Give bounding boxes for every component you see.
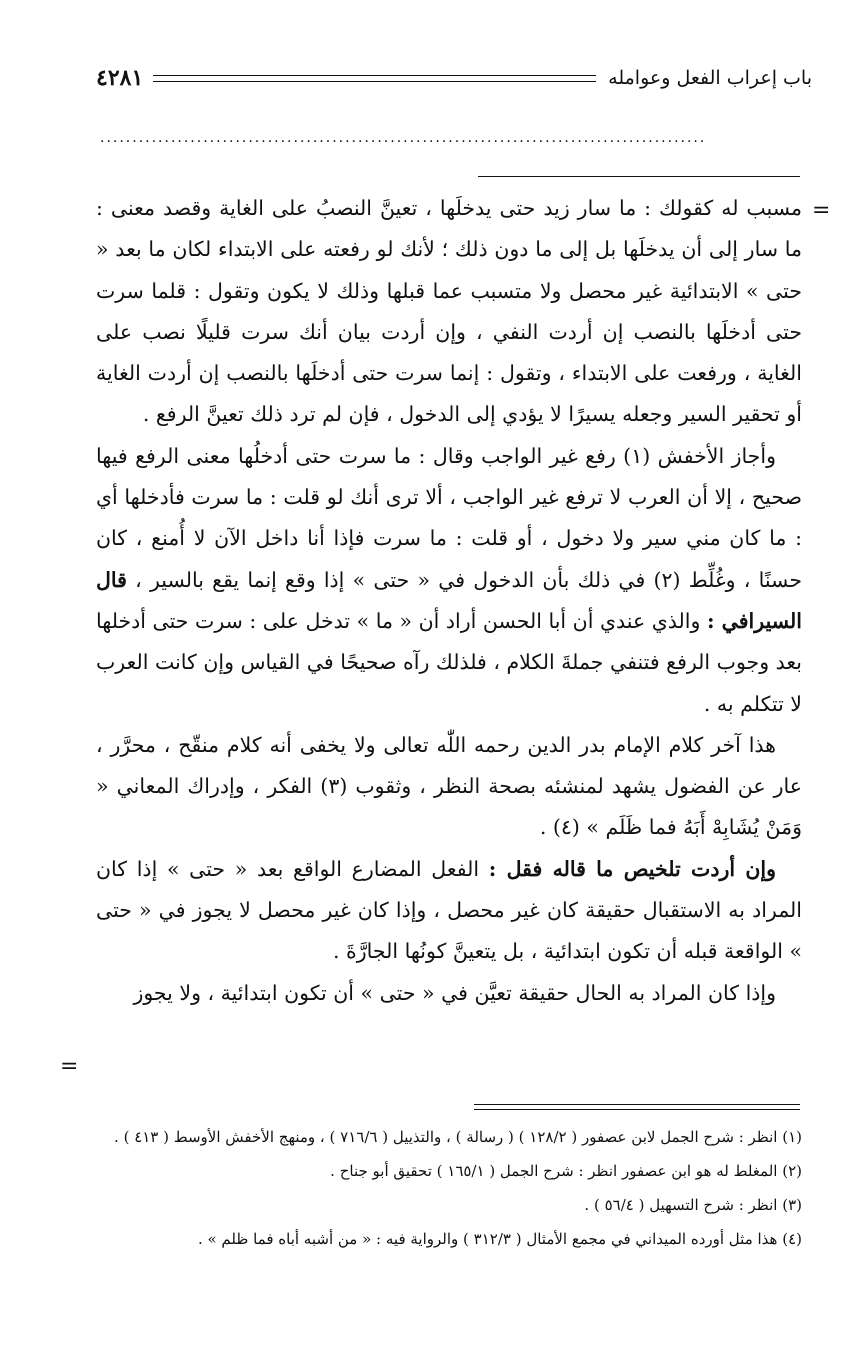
paragraph-4-tail: الفعل المضارع الواقع بعد « حتى » إذا كان المراد به الاستقبال حقيقة كان غير محصل ، وإذا كان غير محصل لا يجوز في « حتى » الواقعة قبله أن تكون ابتدائية ، بل يتعينَّ كونُها الجارَّةَ . [96, 856, 802, 964]
footnote-3: (٣) انظر : شرح التسهيل ( ٥٦/٤ ) . [584, 1196, 802, 1214]
chapter-title: باب إعراب الفعل وعوامله [608, 67, 812, 89]
header-rule [153, 75, 596, 82]
sirafi-quote-label: قال السيرافي : [96, 567, 802, 633]
summary-label: وإن أردت تلخيص ما قاله فقل : [488, 856, 776, 881]
paragraph-5: وإذا كان المراد به الحال حقيقة تعيَّن في « حتى » أن تكون ابتدائية ، ولا يجوز [133, 980, 776, 1005]
paragraph-2-tail: والذي عندي أن أبا الحسن أراد أن « ما » تدخل على : سرت حتى أدخلها بعد وجوب الرفع فتنفي جملةَ الكلام ، فلذلك رآه صحيحًا في القياس وإن كانت العرب لا تتكلم به . [96, 608, 802, 716]
running-header [96, 60, 812, 96]
footnote-divider [474, 1104, 800, 1110]
paragraph-3: هذا آخر كلام الإمام بدر الدين رحمه اللّٰه تعالى ولا يخفى أنه كلام منقّح ، محرَّر ، عار عن الفضول يشهد لمنشئه بصحة النظر ، وثقوب (٣) الفكر ، وإدراك المعاني « وَمَنْ يُشَابِهْ أَبَهُ فما ظَلَم » (٤) . [96, 732, 802, 840]
paragraph-2-main: وأجاز الأخفش (١) رفع غير الواجب وقال : ما سرت حتى أدخلُها معنى الرفع فيها صحيح ، إلا أن العرب لا ترفع غير الواجب ، ألا ترى أنك لو قلت : ما سرت فأدخلها أي : ما كان مني سير ولا دخول ، أو قلت : ما سرت فإذا أنا داخل الآن لا أُمنع ، كان حسنًا ، وغُلِّط (٢) في ذلك بأن الدخول في « حتى » إذا وقع إنما يقع بالسير ، [96, 443, 802, 592]
footnote-2: (٢) المغلط له هو ابن عصفور انظر : شرح الجمل ( ١٦٥/١ ) تحقيق أبو جناح . [330, 1162, 802, 1180]
main-text [96, 188, 802, 1014]
continuation-mark-start: = [812, 198, 831, 223]
separator-dots: .............................................................................................. [100, 130, 707, 146]
footnotes [96, 1120, 802, 1256]
footnote-1: (١) انظر : شرح الجمل لابن عصفور ( ١٢٨/٢ ) ( رسالة ) ، والتذييل ( ٧١٦/٦ ) ، ومنهج الأخفش الأوسط ( ٤١٣ ) . [114, 1128, 802, 1146]
top-divider [478, 176, 800, 177]
footnote-4: (٤) هذا مثل أورده الميداني في مجمع الأمثال ( ٣١٢/٣ ) والرواية فيه : « من أشبه أباه فما ظلم » . [197, 1230, 802, 1248]
paragraph-2 [96, 436, 802, 725]
paragraph-1: مسبب له كقولك : ما سار زيد حتى يدخلَها ، تعينَّ النصبُ على الغاية وقصد معنى : ما سار إلى أن يدخلَها بل إلى ما دون ذلك ؛ لأنك لو رفعته على الابتداء لكان ما بعد « حتى » الابتدائية غير محصل ولا متسبب عما قبلها وذلك لا يكون وتقول : قلما سرت حتى أدخلَها بالنصب إن أردت النفي ، وإن أردت بيان أنك سرت قليلًا نصب على الغاية ، ورفعت على الابتداء ، وتقول : إنما سرت حتى أدخلَها بالنصب إن أردت الغاية أو تحقير السير وجعله يسيرًا لا يؤدي إلى الدخول ، فإن لم ترد ذلك تعينَّ الرفع . [96, 196, 802, 427]
continuation-mark-end: = [60, 1054, 79, 1079]
page-number: ٤٢٨١ [96, 65, 144, 91]
paragraph-4 [96, 849, 802, 973]
